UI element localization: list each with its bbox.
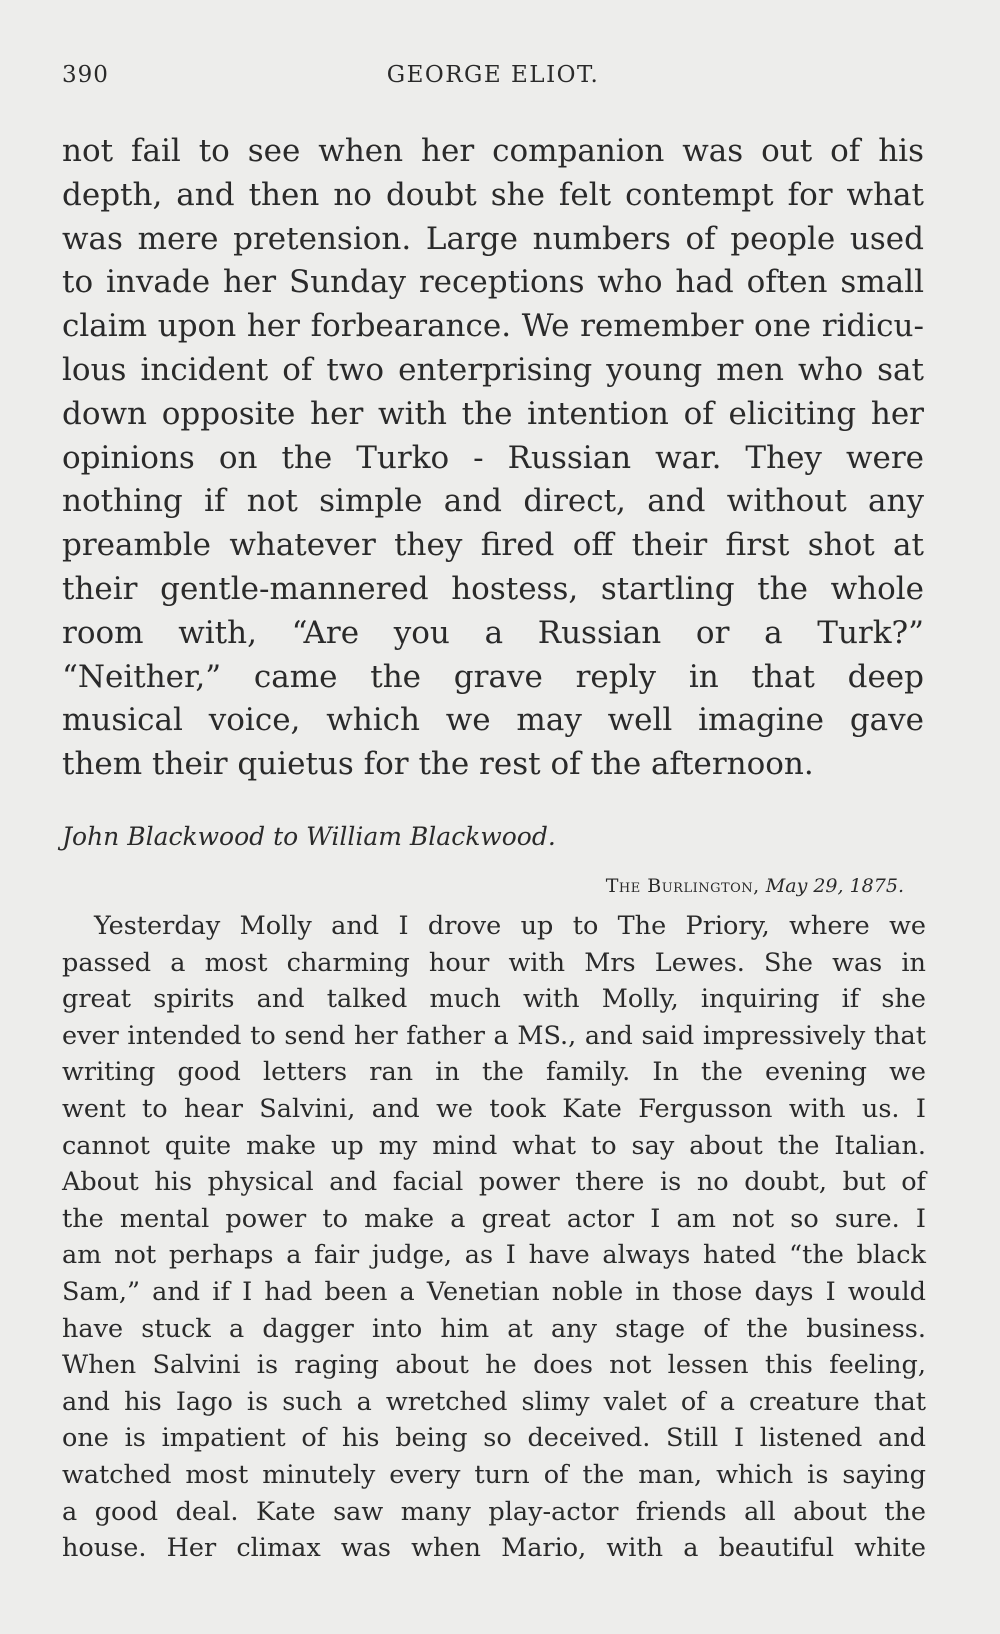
page-number: 390: [62, 62, 109, 88]
dateline-date: May 29, 1875.: [765, 875, 904, 897]
text-line: a good deal. Kate saw many play-actor friends all about the: [62, 1496, 926, 1527]
text-line: one is impatient of his being so deceived. Still I listened and: [62, 1423, 926, 1454]
running-head: GEORGE ELIOT.: [386, 62, 600, 88]
text-line: ever intended to send her father a MS., and said impressively that: [62, 1020, 926, 1051]
text-line: About his physical and facial power there is no doubt, but of: [62, 1167, 926, 1198]
text-line: am not perhaps a fair judge, as I have always hated “the black: [62, 1240, 926, 1271]
text-line: was mere pretension. Large numbers of people used: [62, 220, 924, 257]
text-line: Sam,” and if I had been a Venetian noble in those days I would: [62, 1276, 926, 1307]
text-line: their gentle-mannered hostess, startling the whole: [62, 570, 924, 607]
text-line: room with, “Are you a Russian or a Turk?”: [62, 614, 924, 651]
text-line: down opposite her with the intention of eliciting her: [62, 395, 924, 432]
body-paragraph: [62, 130, 924, 787]
text-line: house. Her climax was when Mario, with a beautiful white: [62, 1533, 926, 1564]
text-line: claim upon her forbearance. We remember one ridicu-: [62, 308, 924, 345]
text-line: musical voice, which we may well imagine gave: [62, 702, 924, 739]
text-line: cannot quite make up my mind what to say about the Italian.: [62, 1130, 926, 1161]
text-line: have stuck a dagger into him at any stage of the business.: [62, 1313, 926, 1344]
text-line: lous incident of two enterprising young men who sat: [62, 351, 924, 388]
text-line: them their quietus for the rest of the afternoon.: [62, 746, 814, 783]
text-line: watched most minutely every turn of the man, which is saying: [62, 1459, 926, 1490]
text-line: Yesterday Molly and I drove up to The Priory, where we: [94, 911, 926, 941]
text-line: nothing if not simple and direct, and without any: [62, 483, 924, 520]
text-line: the mental power to make a great actor I am not so sure. I: [62, 1203, 926, 1234]
text-line: went to hear Salvini, and we took Kate Fergusson with us. I: [62, 1093, 926, 1124]
text-line: preamble whatever they fired off their first shot at: [62, 527, 924, 564]
text-line: passed a most charming hour with Mrs Lewes. She was in: [62, 947, 926, 978]
page-header: [62, 62, 924, 102]
text-line: “Neither,” came the grave reply in that deep: [62, 658, 924, 695]
text-line: opinions on the Turko - Russian war. They were: [62, 439, 924, 476]
text-line: not fail to see when her companion was out of his: [62, 133, 924, 169]
text-line: great spirits and talked much with Molly, inquiring if she: [62, 984, 926, 1015]
letter-dateline: [606, 875, 904, 897]
letter-heading: John Blackwood to William Blackwood.: [62, 822, 556, 851]
text-line: writing good letters ran in the family. In the evening we: [62, 1057, 926, 1088]
text-line: When Salvini is raging about he does not lessen this feeling,: [62, 1350, 926, 1381]
text-line: depth, and then no doubt she felt contempt for what: [62, 176, 924, 213]
text-line: to invade her Sunday receptions who had often small: [62, 264, 924, 301]
dateline-place: The Burlington,: [605, 875, 760, 897]
letter-body: [62, 908, 926, 1567]
text-line: and his Iago is such a wretched slimy valet of a creature that: [62, 1386, 926, 1417]
